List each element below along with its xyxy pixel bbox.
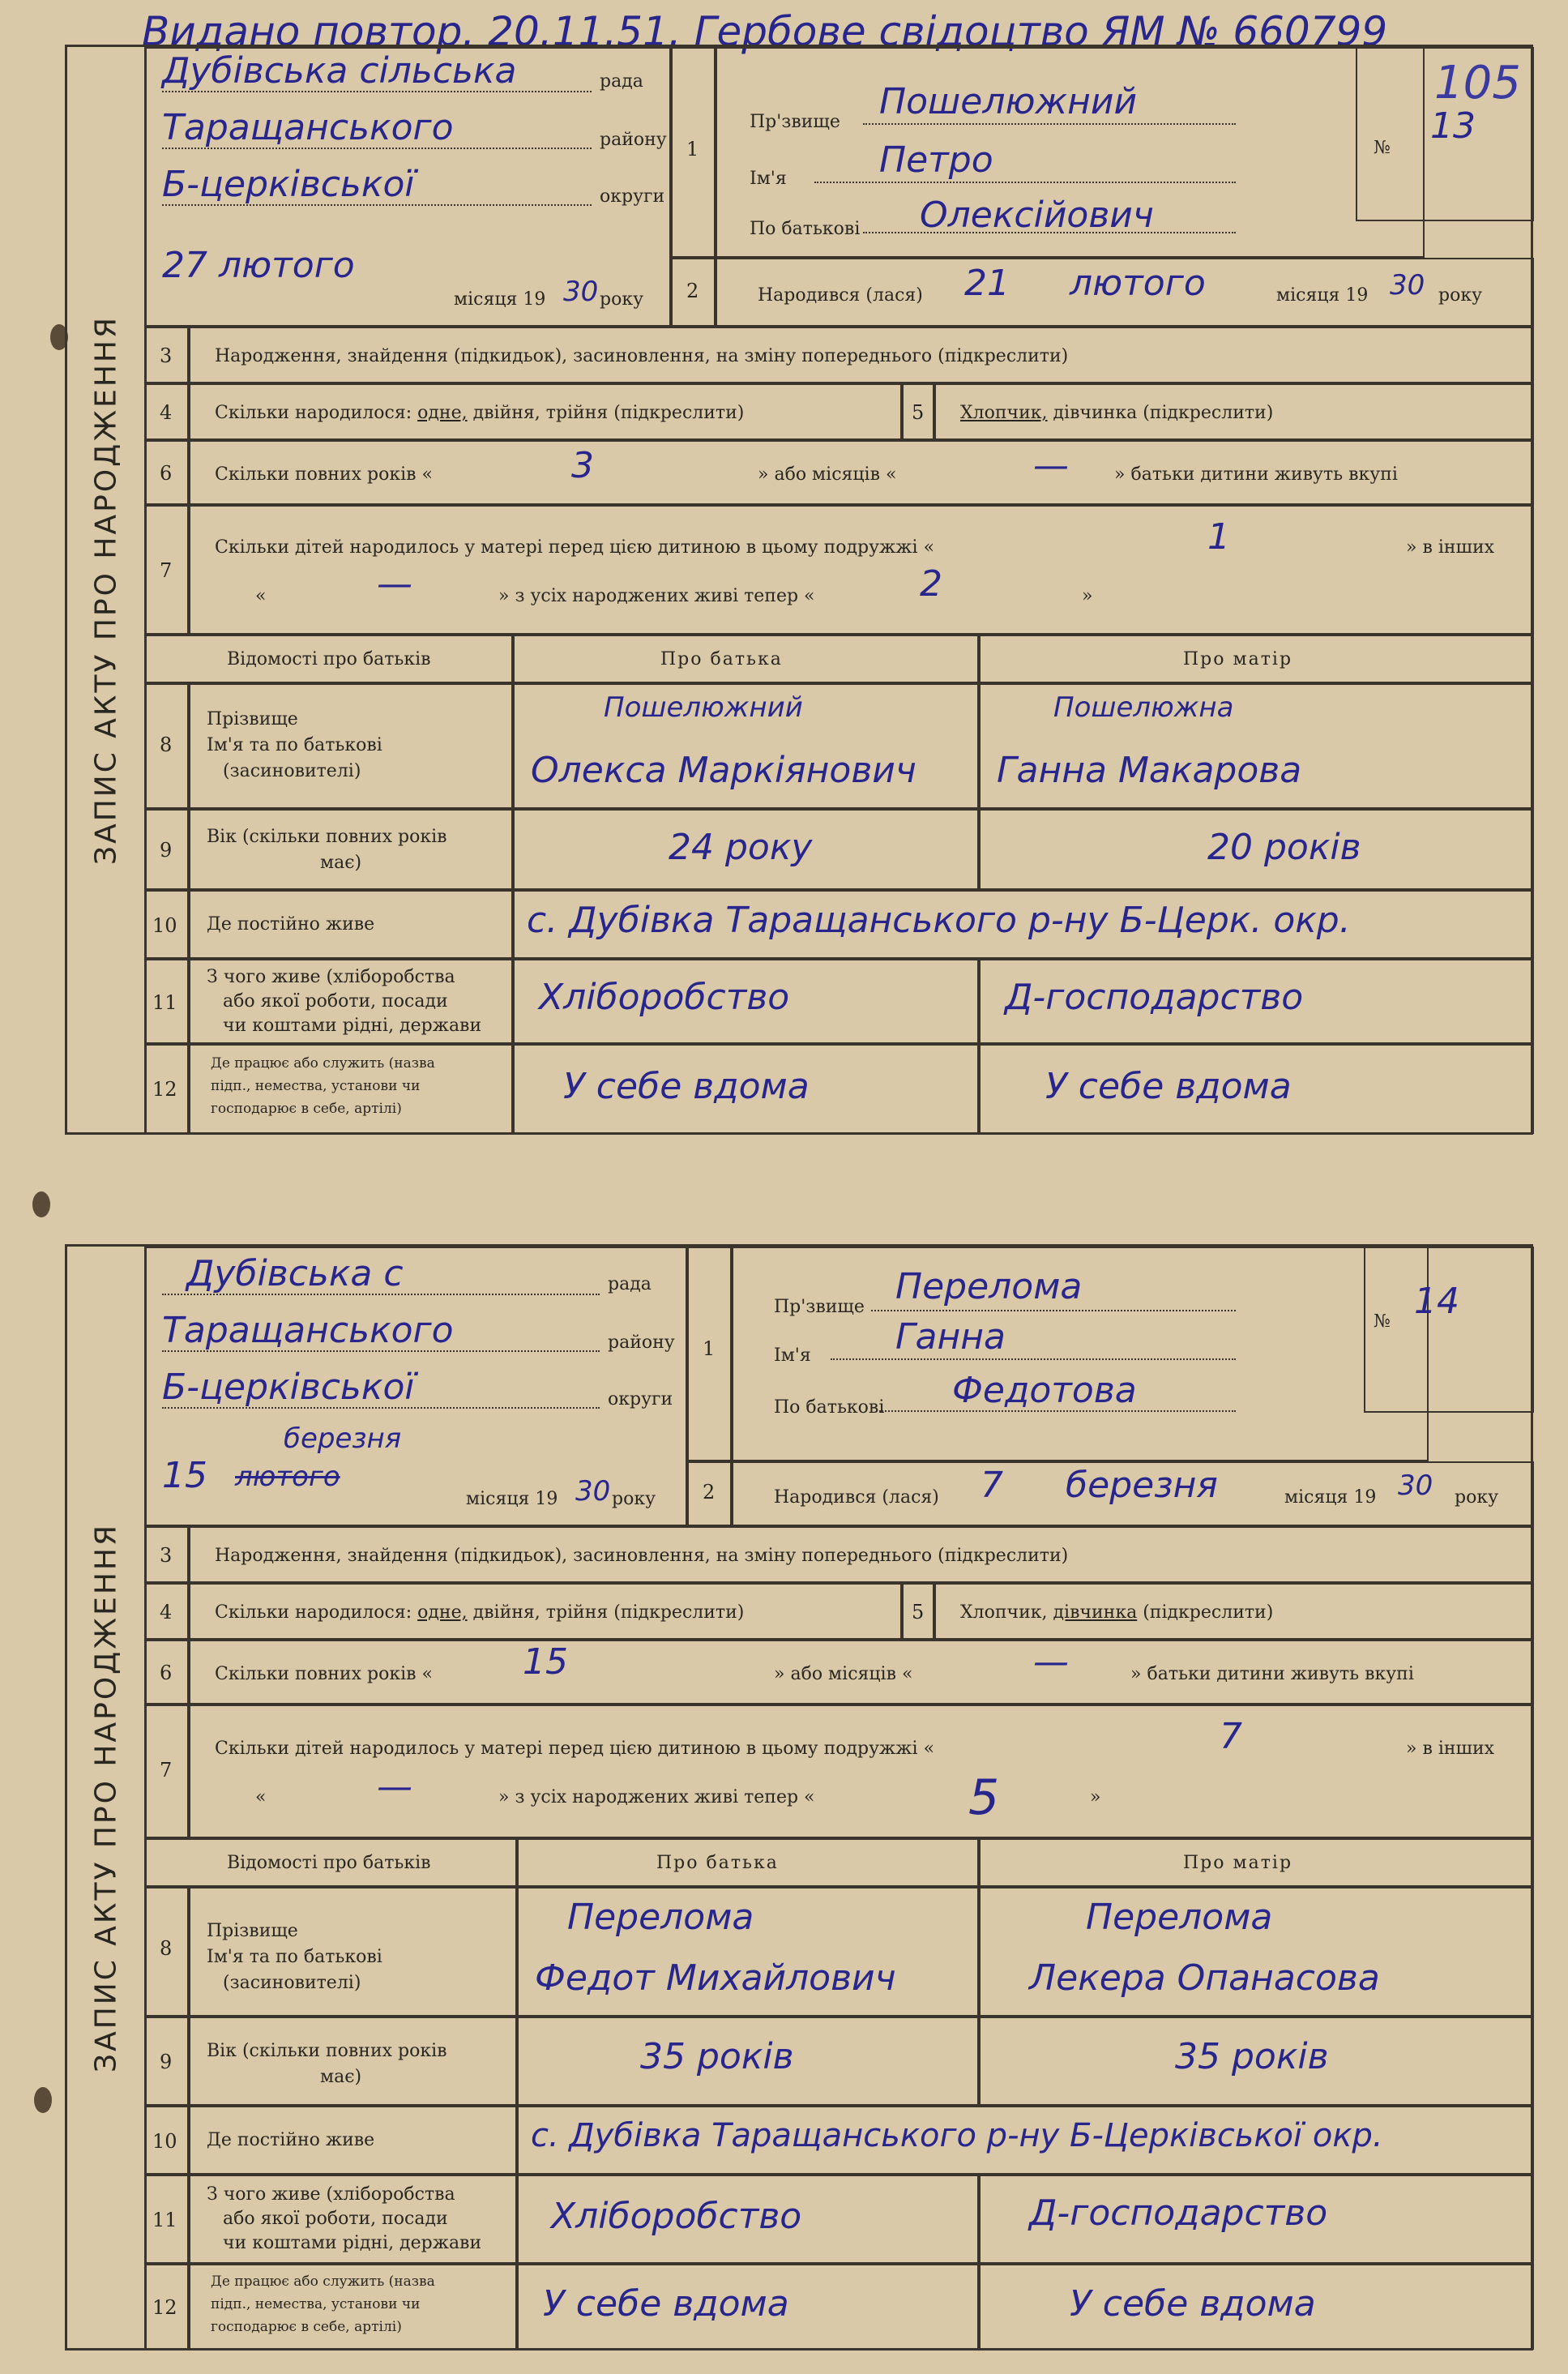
child-name-block (716, 47, 1425, 258)
rada-label: рада (600, 71, 643, 92)
child-surname: Перелома (895, 1266, 1083, 1307)
birth-date-block (716, 258, 1534, 327)
village-rada: Дубівська сільська (162, 50, 517, 92)
multiplicity-row: Скільки народилося: одне, двійня, трійня (підкреслити) (189, 383, 902, 440)
children-other-marriage: — (377, 563, 412, 605)
father-workplace: У себе вдома (543, 2283, 789, 2325)
residence: с. Дубівка Таращанського р-ну Б-Церк. окр. (527, 900, 1351, 941)
selected-sex: Хлопчик, (960, 403, 1048, 423)
record-number: 13 (1430, 105, 1476, 147)
birth-year: 30 (1398, 1469, 1433, 1502)
children-this-marriage: 1 (1207, 516, 1230, 558)
children-other-marriage: — (377, 1766, 412, 1807)
number-label: № (1374, 138, 1391, 158)
marriage-duration-row: Скільки повних років « 3 » або місяців « — » батьки дитини живуть вкупі (189, 440, 1534, 505)
registration-date: 27 лютого (162, 245, 355, 286)
mother-surname: Перелома (1086, 1897, 1273, 1938)
okruha: Б-церківської (162, 1367, 415, 1408)
binder-hole (34, 2087, 52, 2113)
mother-name: Ганна Макарова (997, 750, 1302, 791)
child-name-block: Пр'звище Перелома Ім'я Ганна По батькові Федотова (732, 1247, 1429, 1461)
record-number: 14 (1414, 1281, 1459, 1322)
selected-single: одне, (417, 403, 468, 423)
months-together: — (1033, 445, 1069, 486)
registration-month-corrected: березня (284, 1422, 402, 1455)
registration-month-struck: лютого (235, 1461, 340, 1493)
children-alive: 5 (968, 1769, 1000, 1826)
child-surname: Пошелюжний (879, 81, 1138, 122)
mother-name: Лекера Опанасова (1029, 1957, 1380, 1999)
children-alive: 2 (920, 563, 942, 605)
years-together: 15 (523, 1641, 568, 1683)
birth-record-1: ЗАПИС АКТУ ПРО НАРОДЖЕННЯ Дубівська сільська рада Таращанського району Б-церківської округи 27 лютого місяця 19 30 року 1 Пр'звище Пошелюжний Ім'я Петро По батькові Олексійович № 13 2 Народився (лася) 21 лютого місяця 19 30 року 3 Народження, знайдення (підкидьок), засиновлення, на зміну попереднього (підкреслити) 4 Скільки народилося: одне, двійня, трійня (підкреслити) 5 Хлопчик, дівчинка (підкреслити) 6 Скільки повних років « 3 » або місяців « — » батьки дитини живуть вкупі 7 Скільки дітей народилось у матері перед цією дитиною в цьому подружжі « 1 » в інших « — » з усіх народжених живі тепер « 2 » Відомості про батьків Про батька Про матір 8 Прізвище Ім'я та по батькові (засиновителі) Пошелюжний Олекса Маркіянович Пошелюжна Ганна Макарова 9 Вік (скільки повних років має) 24 року 20 років 10 Де постійно живе с. Дубівка Таращанського р-ну Б-Церк. окр. 11 З чого живе (хліборобства або якої роботи, посади чи коштами рідні, держави Хліборобство Д-господарство 12 Де працює або служить (назва підп., немества, установи чи господарює в себе, артілі) У себе вдома У себе вдома (65, 45, 1533, 1135)
father-age: 35 років (640, 2036, 794, 2077)
birth-year-label: року (1438, 285, 1483, 306)
children-count-row: Скільки дітей народилось у матері перед цією дитиною в цьому подружжі « 1 » в інших « — » з усіх народжених живі тепер « 2 » (189, 505, 1534, 635)
village-rada: Дубівська с (186, 1253, 404, 1294)
residence: с. Дубівка Таращанського р-ну Б-Церківської окр. (531, 2117, 1383, 2154)
father-name: Федот Михайлович (535, 1957, 896, 1999)
father-surname: Перелома (567, 1897, 754, 1938)
registration-year: 30 (575, 1475, 611, 1508)
binder-hole (32, 1191, 50, 1217)
vertical-title: ЗАПИС АКТУ ПРО НАРОДЖЕННЯ (67, 1247, 147, 2348)
district: Таращанського (162, 107, 454, 148)
birth-day: 21 (964, 263, 1010, 304)
father-occupation: Хліборобство (551, 2196, 802, 2237)
birth-month: лютого (1070, 263, 1206, 304)
father-occupation: Хліборобство (539, 977, 790, 1018)
birth-type-text: Народження, знайдення (підкидьок), засиновлення, на зміну попереднього (підкреслити) (215, 346, 1069, 366)
mother-workplace: У себе вдома (1070, 2283, 1316, 2325)
birth-year: 30 (1390, 269, 1425, 302)
child-name: Ганна (895, 1316, 1006, 1358)
okruha: Б-церківської (162, 164, 415, 205)
child-patronymic: Федотова (952, 1370, 1137, 1411)
district: Таращанського (162, 1310, 454, 1351)
registration-block (144, 47, 671, 327)
mother-header: Про матір (1183, 649, 1293, 669)
birth-day: 7 (981, 1465, 1003, 1506)
record-number-box: № 14 (1364, 1247, 1534, 1413)
mother-surname: Пошелюжна (1053, 691, 1234, 724)
selected-sex: дівчинка (1053, 1602, 1138, 1623)
father-age: 24 року (669, 827, 813, 868)
vertical-title: ЗАПИС АКТУ ПРО НАРОДЖЕННЯ (67, 47, 147, 1132)
father-header: Про батька (660, 649, 783, 669)
month-label: місяця 19 (454, 289, 546, 310)
months-together: — (1033, 1641, 1069, 1683)
record-number-box (1356, 47, 1534, 221)
child-name: Петро (879, 139, 993, 181)
mother-age: 35 років (1175, 2036, 1329, 2077)
mother-occupation: Д-господарство (1029, 2192, 1328, 2234)
father-name: Олекса Маркіянович (531, 750, 916, 791)
page-number: 105 (1434, 57, 1521, 109)
father-workplace: У себе вдома (563, 1066, 810, 1107)
birth-date-block: Народився (лася) 7 березня місяця 19 30 року (732, 1461, 1534, 1526)
children-this-marriage: 7 (1220, 1716, 1242, 1757)
registration-block: Дубівська с рада Таращанського району Б-церківської округи березня 15 лютого місяця 19 30 року (144, 1247, 687, 1526)
selected-single: одне, (417, 1602, 468, 1623)
child-patronymic: Олексійович (920, 195, 1154, 236)
rayon-label: району (600, 130, 667, 150)
issuance-note: Видано повтор. 20.11.51. Гербове свідоцтво ЯМ № 660799 (142, 8, 1388, 55)
registration-year: 30 (563, 276, 599, 308)
name-label: Ім'я (750, 169, 787, 189)
patronymic-label: По батькові (750, 219, 861, 239)
birth-record-2: ЗАПИС АКТУ ПРО НАРОДЖЕННЯ Дубівська с рада Таращанського району Б-церківської округи березня 15 лютого місяця 19 30 року 1 Пр'звище Перелома Ім'я Ганна По батькові Федотова № 14 2 Народився (лася) 7 березня місяця 19 30 року 3 Народження, знайдення (підкидьок), засиновлення, на зміну попереднього (підкреслити) 4 Скільки народилося: одне, двійня, трійня (підкреслити) 5 Хлопчик, дівчинка (підкреслити) 6 Скільки повних років « 15 » або місяців « — » батьки дитини живуть вкупі 7 Скільки дітей народилось у матері перед цією дитиною в цьому подружжі « 7 » в інших « — » з усіх народжених живі тепер « 5 » Відомості про батьків Про батька Про матір 8 Прізвище Ім'я та по батькові (засиновителі) Перелома Федот Михайлович Перелома Лекера Опанасова 9 Вік (скільки повних років має) 35 років 35 років 10 Де постійно живе с. Дубівка Таращанського р-ну Б-Церківської окр. 11 З чого живе (хліборобства або якої роботи, посади чи коштами рідні, держави Хліборобство Д-господарство 12 Де працює або служить (назва підп., немества, установи чи господарює в себе, артілі) У себе вдома У себе вдома (65, 1244, 1533, 2350)
father-surname: Пошелюжний (604, 691, 803, 724)
sex-row: Хлопчик, дівчинка (підкреслити) (934, 383, 1534, 440)
registration-day: 15 (162, 1455, 207, 1496)
birth-month: березня (1066, 1465, 1218, 1506)
born-label: Народився (лася) (758, 285, 923, 306)
birth-type-row (189, 327, 1534, 383)
mother-age: 20 років (1207, 827, 1361, 868)
mother-workplace: У себе вдома (1045, 1066, 1292, 1107)
birth-month-label: місяця 19 (1276, 285, 1369, 306)
surname-label: Пр'звище (750, 112, 840, 132)
years-together: 3 (571, 445, 594, 486)
year-label: року (600, 289, 644, 310)
mother-occupation: Д-господарство (1005, 977, 1304, 1018)
parents-header: Відомості про батьків (227, 649, 431, 669)
okruha-label: округи (600, 186, 665, 207)
